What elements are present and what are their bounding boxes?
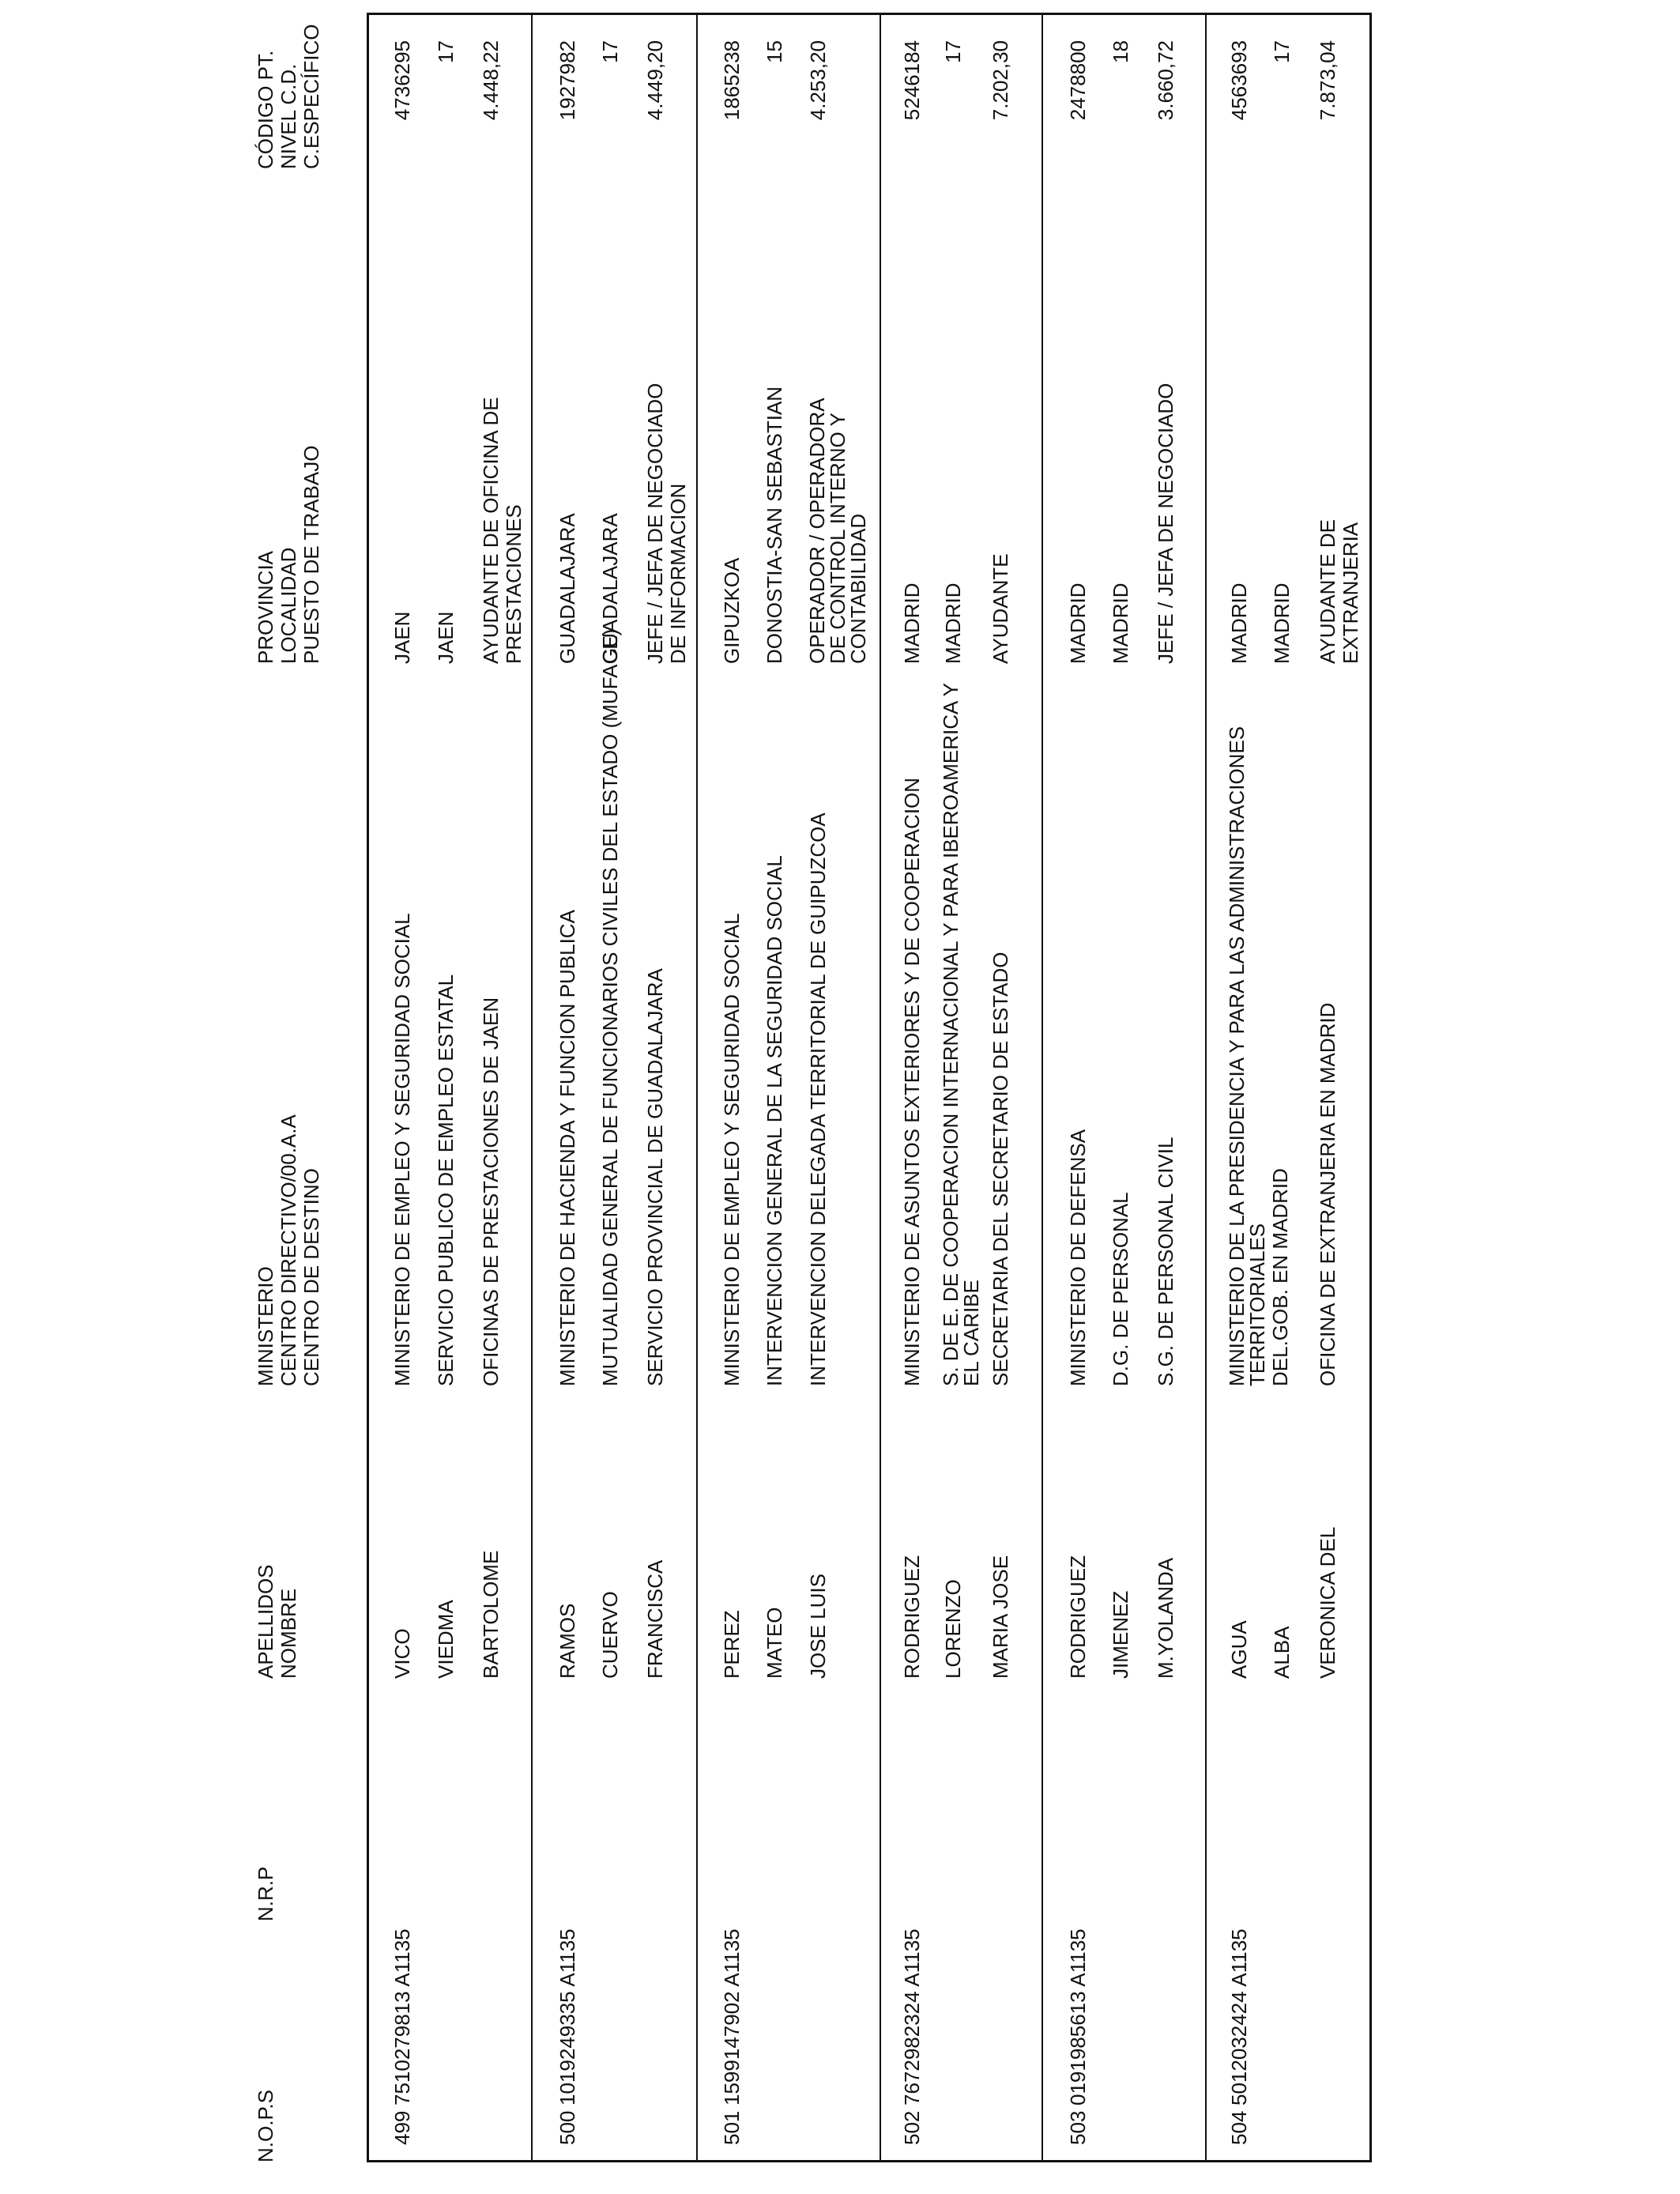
row-provincia: MADRID (1066, 582, 1090, 664)
row-centro-directivo: MUTUALIDAD GENERAL DE FUNCIONARIOS CIVILES DEL ESTADO (MUFACE) (598, 628, 622, 1386)
row-puesto: JEFE / JEFA DE NEGOCIADO (1154, 383, 1177, 664)
row-codigo: 1927982 (556, 40, 579, 121)
row-nrp: 1599147902 A1135 (720, 1928, 744, 2105)
row-nivel: 17 (941, 40, 965, 63)
row-apellido1: VICO (390, 1628, 414, 1679)
row-apellido1: AGUA (1227, 1620, 1251, 1679)
row-codigo: 5246184 (900, 40, 924, 121)
row-centro-directivo: SERVICIO PUBLICO DE EMPLEO ESTATAL (434, 974, 458, 1386)
header-nops (254, 2090, 277, 2162)
header-codigo-line2: NIVEL C.D. (277, 63, 300, 169)
row-nivel: 18 (1109, 40, 1132, 63)
header-apellidos-line2: NOMBRE (277, 1588, 300, 1679)
row-nops: 500 (556, 2110, 579, 2145)
row-puesto: OPERADOR / OPERADORA DE CONTROL INTERNO Y CONTABILIDAD (805, 398, 870, 664)
row-nrp: 0191985613 A1135 (1066, 1928, 1090, 2105)
row-nops: 499 (390, 2110, 414, 2145)
row-apellido2: VIEDMA (434, 1600, 458, 1679)
row-especifico: 4.448,22 (479, 40, 503, 121)
row-puesto: AYUDANTE DE EXTRANJERIA (1316, 519, 1362, 664)
row-separator (1042, 13, 1043, 2162)
row-codigo: 1865238 (720, 40, 744, 121)
header-ministerio (254, 1114, 323, 1386)
row-nombre: FRANCISCA (643, 1559, 667, 1679)
row-centro-directivo: D.G. DE PERSONAL (1109, 1192, 1132, 1386)
row-apellido1: PEREZ (720, 1610, 744, 1679)
header-apellidos (254, 1564, 300, 1679)
row-centro-destino: OFICINA DE EXTRANJERIA EN MADRID (1316, 1002, 1339, 1386)
row-nops: 501 (720, 2110, 744, 2145)
row-apellido1: RODRIGUEZ (1066, 1555, 1090, 1679)
row-separator (531, 13, 533, 2162)
header-provincia-line2: LOCALIDAD (277, 547, 300, 664)
row-provincia: GUADALAJARA (556, 513, 579, 664)
row-codigo: 2478800 (1066, 40, 1090, 121)
row-centro-directivo: DEL.GOB. EN MADRID (1268, 1168, 1292, 1386)
row-localidad: GUADALAJARA (598, 513, 622, 664)
row-especifico: 7.873,04 (1316, 40, 1339, 121)
header-provincia-line3: PUESTO DE TRABAJO (299, 445, 323, 664)
row-localidad: MADRID (1109, 582, 1132, 664)
header-ministerio-line3: CENTRO DE DESTINO (299, 1168, 323, 1386)
row-especifico: 3.660,72 (1154, 40, 1177, 121)
row-apellido2: LORENZO (941, 1579, 965, 1679)
row-nombre: M.YOLANDA (1154, 1557, 1177, 1679)
header-provincia-line1: PROVINCIA (254, 550, 277, 664)
header-ministerio-line2: CENTRO DIRECTIVO/00.A.A (277, 1114, 300, 1386)
row-codigo: 4563693 (1227, 40, 1251, 121)
row-nops: 503 (1066, 2110, 1090, 2145)
header-provincia (254, 446, 323, 664)
row-puesto: JEFE / JEFA DE NEGOCIADO DE INFORMACION (643, 383, 690, 664)
header-codigo (254, 25, 323, 169)
row-centro-destino: INTERVENCION DELEGADA TERRITORIAL DE GUIPUZCOA (806, 812, 830, 1386)
row-nombre: VERONICA DEL (1316, 1526, 1339, 1679)
row-nivel: 17 (1270, 40, 1294, 63)
row-separator (696, 13, 698, 2162)
row-nivel: 17 (598, 40, 622, 63)
header-nops-label: N.O.P.S (254, 2089, 277, 2162)
row-nombre: JOSE LUIS (806, 1574, 830, 1679)
row-apellido1: RODRIGUEZ (900, 1555, 924, 1679)
row-puesto: AYUDANTE (989, 553, 1012, 664)
row-ministerio: MINISTERIO DE EMPLEO Y SEGURIDAD SOCIAL (720, 913, 744, 1386)
row-nombre: MARIA JOSE (989, 1555, 1012, 1679)
header-codigo-line3: C.ESPECÍFICO (299, 24, 323, 169)
row-apellido2: JIMENEZ (1109, 1590, 1132, 1679)
header-nrp (254, 1867, 277, 1921)
row-centro-directivo: S. DE E. DE COOPERACION INTERNACIONAL Y PARA IBEROAMERICA Y EL CARIBE (939, 683, 983, 1386)
row-localidad: MADRID (941, 582, 965, 664)
row-ministerio: MINISTERIO DE LA PRESIDENCIA Y PARA LAS ADMINISTRACIONES TERRITORIALES (1225, 726, 1269, 1386)
row-apellido2: ALBA (1270, 1626, 1294, 1679)
row-especifico: 4.449,20 (643, 40, 667, 121)
header-apellidos-line1: APELLIDOS (254, 1564, 277, 1679)
row-ministerio: MINISTERIO DE ASUNTOS EXTERIORES Y DE COOPERACION (900, 777, 924, 1386)
row-centro-destino: SERVICIO PROVINCIAL DE GUADALAJARA (643, 968, 667, 1386)
row-puesto: AYUDANTE DE OFICINA DE PRESTACIONES (479, 397, 525, 664)
row-provincia: MADRID (1227, 582, 1251, 664)
row-ministerio: MINISTERIO DE DEFENSA (1066, 1129, 1090, 1386)
row-apellido1: RAMOS (556, 1603, 579, 1679)
row-localidad: DONOSTIA-SAN SEBASTIAN (763, 386, 786, 664)
row-provincia: JAEN (390, 611, 414, 664)
row-nrp: 1019249335 A1135 (556, 1928, 579, 2105)
row-ministerio: MINISTERIO DE HACIENDA Y FUNCION PUBLICA (556, 910, 579, 1386)
row-nivel: 15 (763, 40, 786, 63)
row-localidad: MADRID (1270, 582, 1294, 664)
row-ministerio: MINISTERIO DE EMPLEO Y SEGURIDAD SOCIAL (390, 913, 414, 1386)
row-apellido2: CUERVO (598, 1591, 622, 1679)
row-nrp: 7510279813 A1135 (390, 1928, 414, 2105)
row-provincia: MADRID (900, 582, 924, 664)
row-apellido2: MATEO (763, 1607, 786, 1679)
header-ministerio-line1: MINISTERIO (254, 1266, 277, 1386)
row-centro-destino: SECRETARIA DEL SECRETARIO DE ESTADO (989, 952, 1012, 1386)
row-nops: 502 (900, 2110, 924, 2145)
header-codigo-line1: CÓDIGO PT. (254, 50, 277, 169)
table-frame (367, 13, 1372, 2162)
row-centro-directivo: INTERVENCION GENERAL DE LA SEGURIDAD SOCIAL (763, 855, 786, 1386)
row-nivel: 17 (434, 40, 458, 63)
row-nombre: BARTOLOME (479, 1550, 503, 1679)
row-centro-destino: S.G. DE PERSONAL CIVIL (1154, 1137, 1177, 1386)
row-especifico: 7.202,30 (989, 40, 1012, 121)
row-localidad: JAEN (434, 611, 458, 664)
row-separator (1205, 13, 1207, 2162)
row-provincia: GIPUZKOA (720, 557, 744, 664)
row-nrp: 5012032424 A1135 (1227, 1928, 1251, 2105)
row-centro-destino: OFICINAS DE PRESTACIONES DE JAEN (479, 997, 503, 1386)
row-codigo: 4736295 (390, 40, 414, 121)
header-nrp-label: N.R.P (254, 1866, 277, 1921)
row-especifico: 4.253,20 (806, 40, 830, 121)
row-separator (880, 13, 881, 2162)
row-nops: 504 (1227, 2110, 1251, 2145)
row-nrp: 7672982324 A1135 (900, 1928, 924, 2105)
